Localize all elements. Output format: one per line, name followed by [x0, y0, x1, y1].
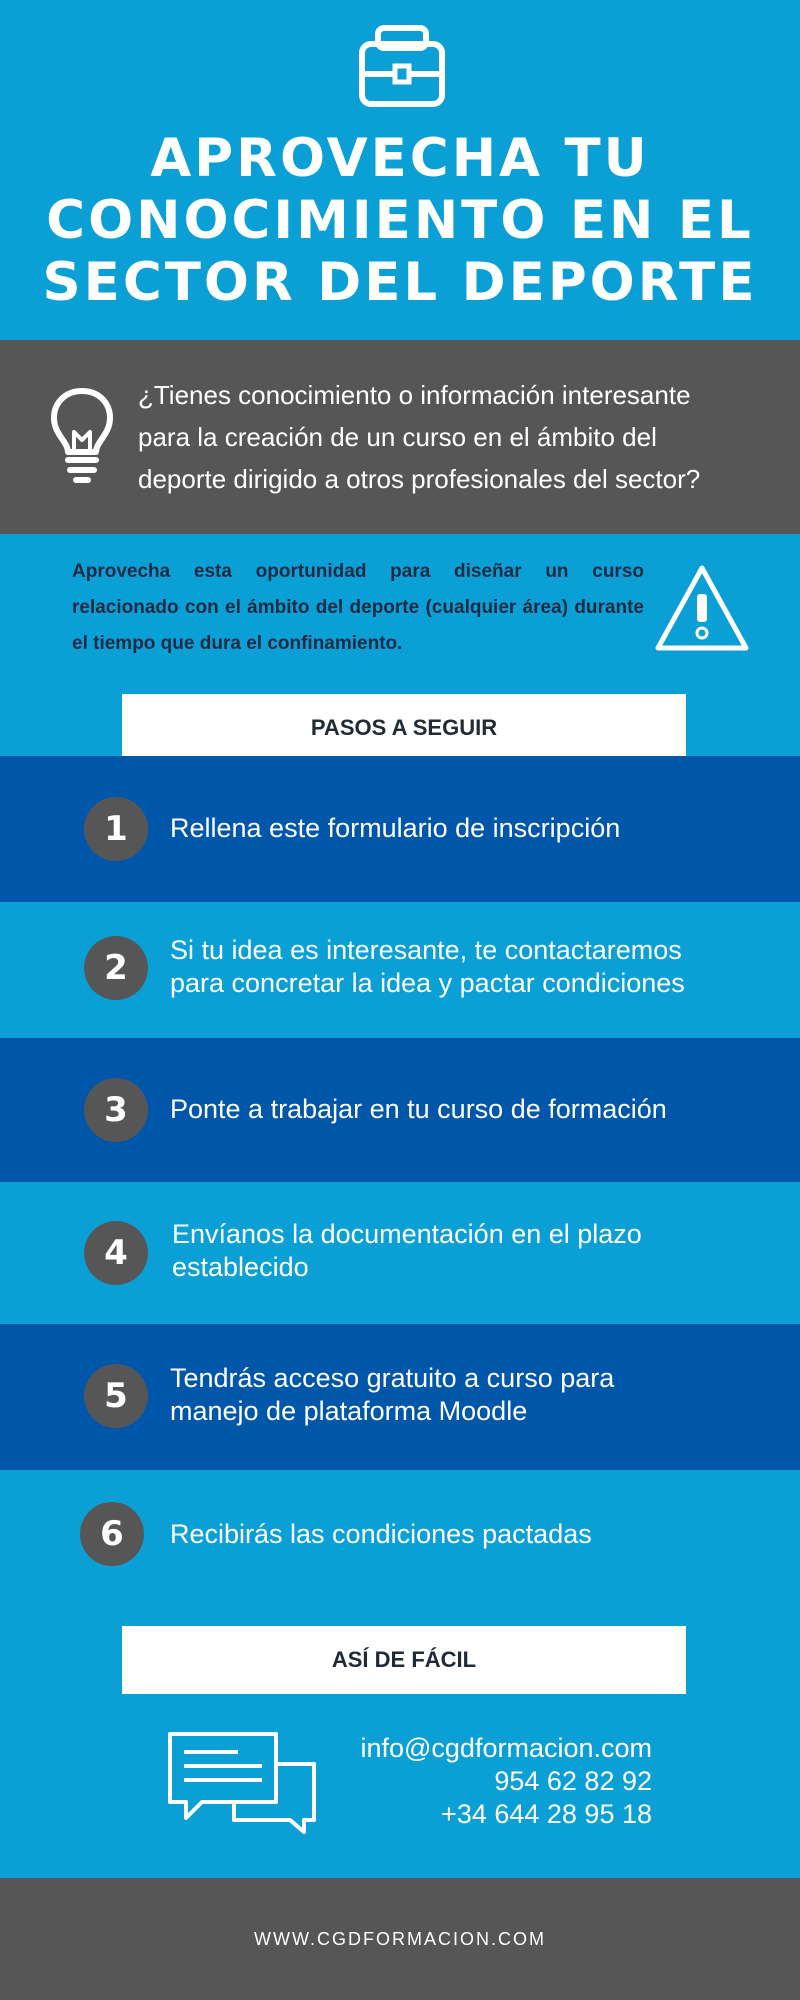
step-line: Rellena este formulario de inscripción [170, 813, 621, 843]
warning-icon [652, 562, 752, 654]
step-text [170, 1362, 730, 1428]
lightbulb-icon [46, 386, 118, 486]
step-line: Recibirás las condiciones pactadas [170, 1519, 592, 1549]
website-link[interactable]: WWW.CGDFORMACION.COM [254, 1928, 546, 1949]
page-title [0, 128, 800, 314]
step-text [170, 812, 730, 845]
step-line: para concretar la idea y pactar condiciones [170, 968, 685, 998]
step-number-badge: 6 [80, 1502, 144, 1566]
step-row [0, 902, 800, 1038]
step-line: Ponte a trabajar en tu curso de formación [170, 1094, 667, 1124]
question-text [138, 374, 778, 500]
step-row [0, 1324, 800, 1470]
contact-mobile[interactable]: +34 644 28 95 18 [441, 1799, 652, 1829]
question-line: para la creación de un curso en el ámbito del [138, 422, 657, 452]
step-line: establecido [172, 1252, 309, 1282]
step-text [170, 934, 730, 1000]
contact-email[interactable]: info@cgdformacion.com [360, 1733, 652, 1763]
title-line: CONOCIMIENTO EN EL [46, 190, 754, 251]
intro-text: Aprovecha esta oportunidad para diseñar un curso relacionado con el ámbito del deporte (cualquier área) durante el tiempo que dura el confinamiento. [72, 561, 644, 654]
step-row [0, 1038, 800, 1182]
closing-label: ASÍ DE FÁCIL [122, 1626, 686, 1694]
step-line: Envíanos la documentación en el plazo [172, 1219, 642, 1249]
footer [0, 1878, 800, 2000]
question-line: ¿Tienes conocimiento o información interesante [138, 380, 691, 410]
step-number-badge: 3 [84, 1078, 148, 1142]
step-line: Si tu idea es interesante, te contactaremos [170, 935, 682, 965]
header-section [0, 0, 800, 340]
question-line: deporte dirigido a otros profesionales del sector? [138, 464, 701, 494]
step-text [170, 1518, 730, 1551]
contact-phone[interactable]: 954 62 82 92 [494, 1766, 652, 1796]
step-text [170, 1093, 730, 1126]
step-number-badge: 5 [84, 1364, 148, 1428]
step-line: manejo de plataforma Moodle [170, 1396, 528, 1426]
step-number-badge: 4 [84, 1221, 148, 1285]
chat-bubbles-icon [166, 1730, 318, 1834]
step-number-badge: 1 [84, 797, 148, 861]
step-row [0, 1470, 800, 1620]
contact-info [300, 1732, 652, 1831]
title-line: APROVECHA TU [150, 128, 650, 189]
step-number-badge: 2 [84, 936, 148, 1000]
steps-label: PASOS A SEGUIR [122, 694, 686, 762]
briefcase-icon [358, 24, 446, 108]
step-row [0, 1182, 800, 1324]
step-row [0, 756, 800, 902]
step-line: Tendrás acceso gratuito a curso para [170, 1363, 615, 1393]
title-line: SECTOR DEL DEPORTE [42, 252, 758, 313]
step-text [172, 1218, 732, 1284]
